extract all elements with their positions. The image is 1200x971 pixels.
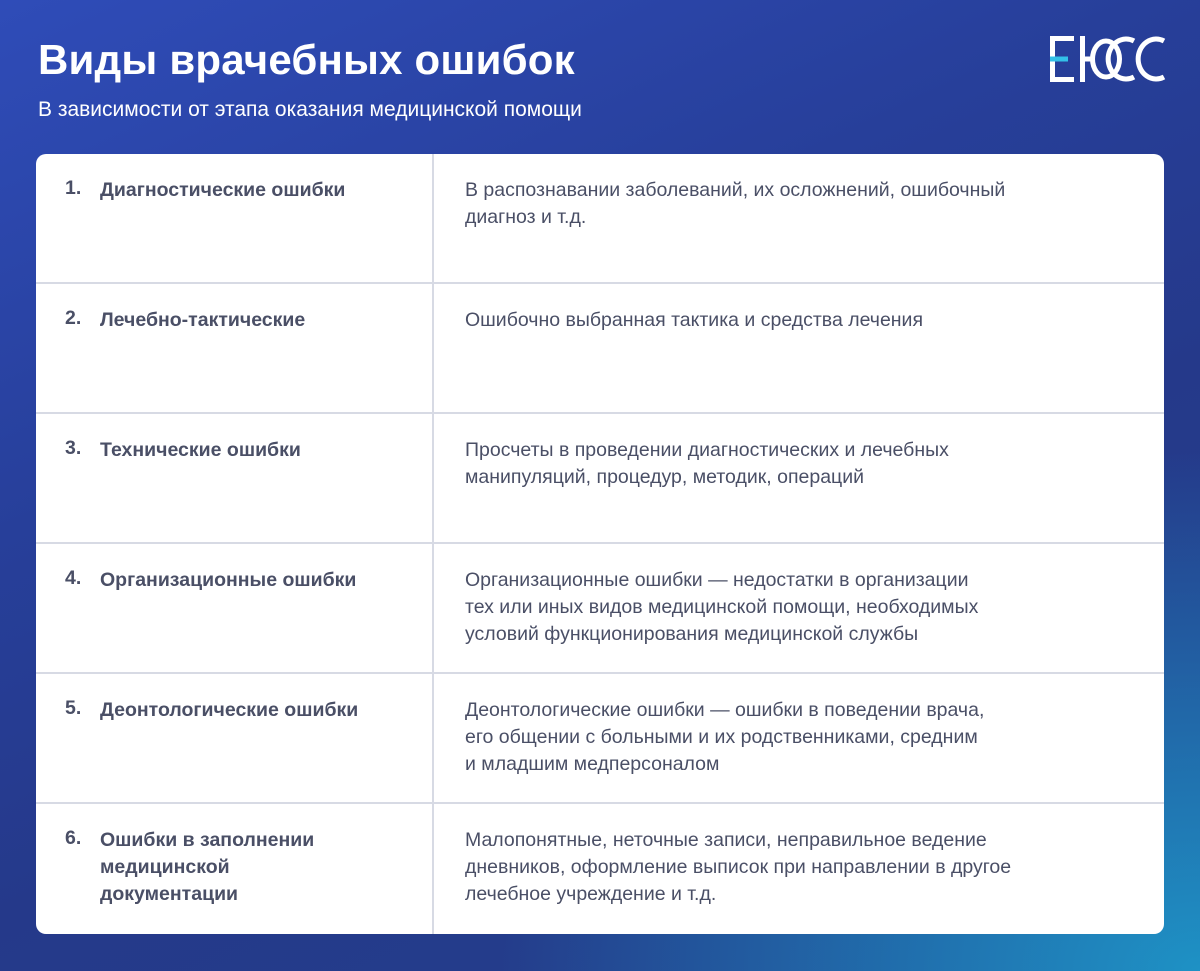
- type-cell: [36, 154, 434, 282]
- error-type-label: Лечебно-тактические: [100, 309, 306, 331]
- table-row: [36, 414, 1164, 544]
- row-number: 4.: [65, 567, 82, 589]
- row-number: 2.: [65, 307, 82, 329]
- error-description: Просчеты в проведении диагностических и лечебных манипуляций, процедур, методик, операций: [465, 439, 949, 488]
- row-number: 5.: [65, 697, 82, 719]
- type-cell: [36, 414, 434, 542]
- row-number: 6.: [65, 827, 82, 849]
- page-subtitle: В зависимости от этапа оказания медицинской помощи: [38, 98, 582, 121]
- table-row: [36, 674, 1164, 804]
- error-types-table: [36, 154, 1164, 934]
- error-type-label: Организационные ошибки: [100, 569, 357, 591]
- row-number: 3.: [65, 437, 82, 459]
- error-type-label: Диагностические ошибки: [100, 179, 346, 201]
- error-description: В распознавании заболеваний, их осложнений, ошибочный диагноз и т.д.: [465, 179, 1006, 228]
- table-row: [36, 284, 1164, 414]
- error-description: Деонтологические ошибки — ошибки в поведении врача, его общении с больными и их родственниками, средним и младшим медперсоналом: [465, 699, 985, 775]
- error-type-label: Ошибки в заполнении медицинской документации: [100, 829, 315, 905]
- error-description: Малопонятные, неточные записи, неправильное ведение дневников, оформление выписок при направлении в другое лечебное учреждение и т.д.: [465, 829, 1012, 905]
- type-cell: [36, 284, 434, 412]
- error-type-label: Технические ошибки: [100, 439, 301, 461]
- table-row: [36, 804, 1164, 934]
- error-type-label: Деонтологические ошибки: [100, 699, 359, 721]
- type-cell: [36, 804, 434, 934]
- row-number: 1.: [65, 177, 82, 199]
- type-cell: [36, 544, 434, 672]
- table-row: [36, 544, 1164, 674]
- type-cell: [36, 674, 434, 802]
- page-title: Виды врачебных ошибок: [38, 36, 575, 83]
- error-description: Ошибочно выбранная тактика и средства лечения: [465, 309, 924, 331]
- error-description: Организационные ошибки — недостатки в организации тех или иных видов медицинской помощи, необходимых условий функционирования медицинской службы: [465, 569, 979, 645]
- table-row: [36, 154, 1164, 284]
- brand-logo: [1050, 36, 1166, 82]
